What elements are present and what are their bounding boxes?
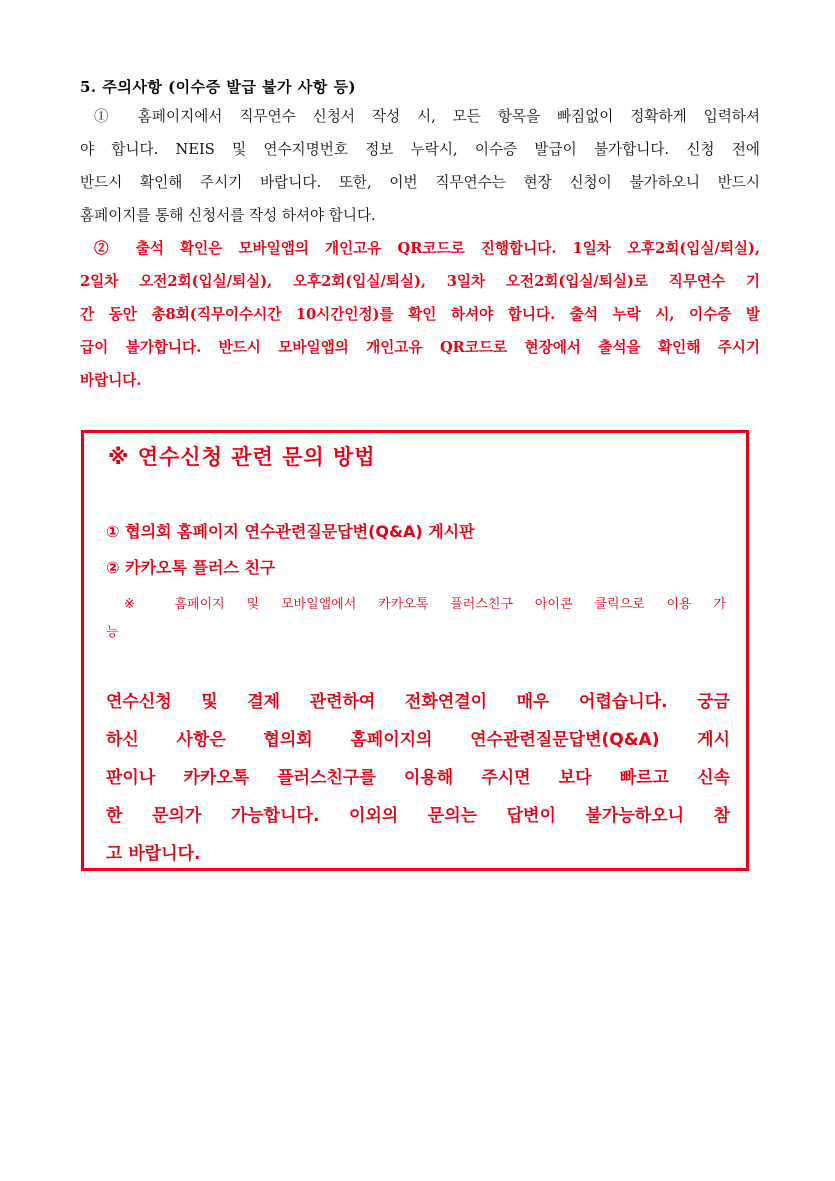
- paragraph-line: 급이 불가합니다. 반드시 모바일앱의 개인고유 QR코드로 현장에서 출석을 확인해 주시기: [80, 339, 760, 356]
- phone-contact-warning: [106, 683, 730, 873]
- inquiry-method-box: [81, 430, 749, 871]
- inquiry-box-title: ※ 연수신청 관련 문의 방법: [108, 445, 376, 469]
- paragraph-line: 2일차 오전2회(입실/퇴실), 오후2회(입실/퇴실), 3일차 오전2회(입실/퇴실)로 직무연수 기: [80, 273, 760, 290]
- warning-line: 판이나 카카오톡 플러스친구를 이용해 주시면 보다 빠르고 신속: [106, 768, 730, 788]
- note-line: 능: [106, 625, 119, 640]
- paragraph-line: ② 출석 확인은 모바일앱의 개인고유 QR코드로 진행합니다. 1일차 오후2회(입실/퇴실),: [94, 240, 760, 257]
- paragraph-line: 홈페이지를 통해 신청서를 작성 하셔야 합니다.: [80, 207, 376, 224]
- section-title: 5. 주의사항 (이수증 발급 불가 사항 등): [80, 78, 357, 96]
- paragraph-line: 바랍니다.: [80, 372, 142, 389]
- note-line: ※ 홈페이지 및 모바일앱에서 카카오톡 플러스친구 아이콘 클릭으로 이용 가: [124, 597, 726, 612]
- paragraph-line: ① 홈페이지에서 직무연수 신청서 작성 시, 모든 항목을 빠짐없이 정확하게 입력하셔: [94, 108, 760, 125]
- inquiry-note: [106, 591, 726, 647]
- paragraph-line: 야 합니다. NEIS 및 연수지명번호 정보 누락시, 이수증 발급이 불가합니다. 신청 전에: [80, 141, 760, 158]
- paragraph-application-notice: [80, 100, 760, 232]
- warning-line: 한 문의가 가능합니다. 이외의 문의는 답변이 불가능하오니 참: [106, 806, 730, 826]
- inquiry-option-qa-board: ① 협의회 홈페이지 연수관련질문답변(Q&A) 게시판: [106, 522, 475, 541]
- warning-line: 고 바랍니다.: [106, 844, 201, 864]
- paragraph-line: 반드시 확인해 주시기 바랍니다. 또한, 이번 직무연수는 현장 신청이 불가하오니 반드시: [80, 174, 760, 191]
- warning-line: 하신 사항은 협의회 홈페이지의 연수관련질문답변(Q&A) 게시: [106, 730, 730, 750]
- paragraph-line: 간 동안 총8회(직무이수시간 10시간인정)를 확인 하셔야 합니다. 출석 누락 시, 이수증 발: [80, 306, 760, 323]
- paragraph-attendance-notice: [80, 232, 760, 397]
- warning-line: 연수신청 및 결제 관련하여 전화연결이 매우 어렵습니다. 궁금: [106, 692, 730, 712]
- inquiry-option-kakaotalk: ② 카카오톡 플러스 친구: [106, 558, 276, 577]
